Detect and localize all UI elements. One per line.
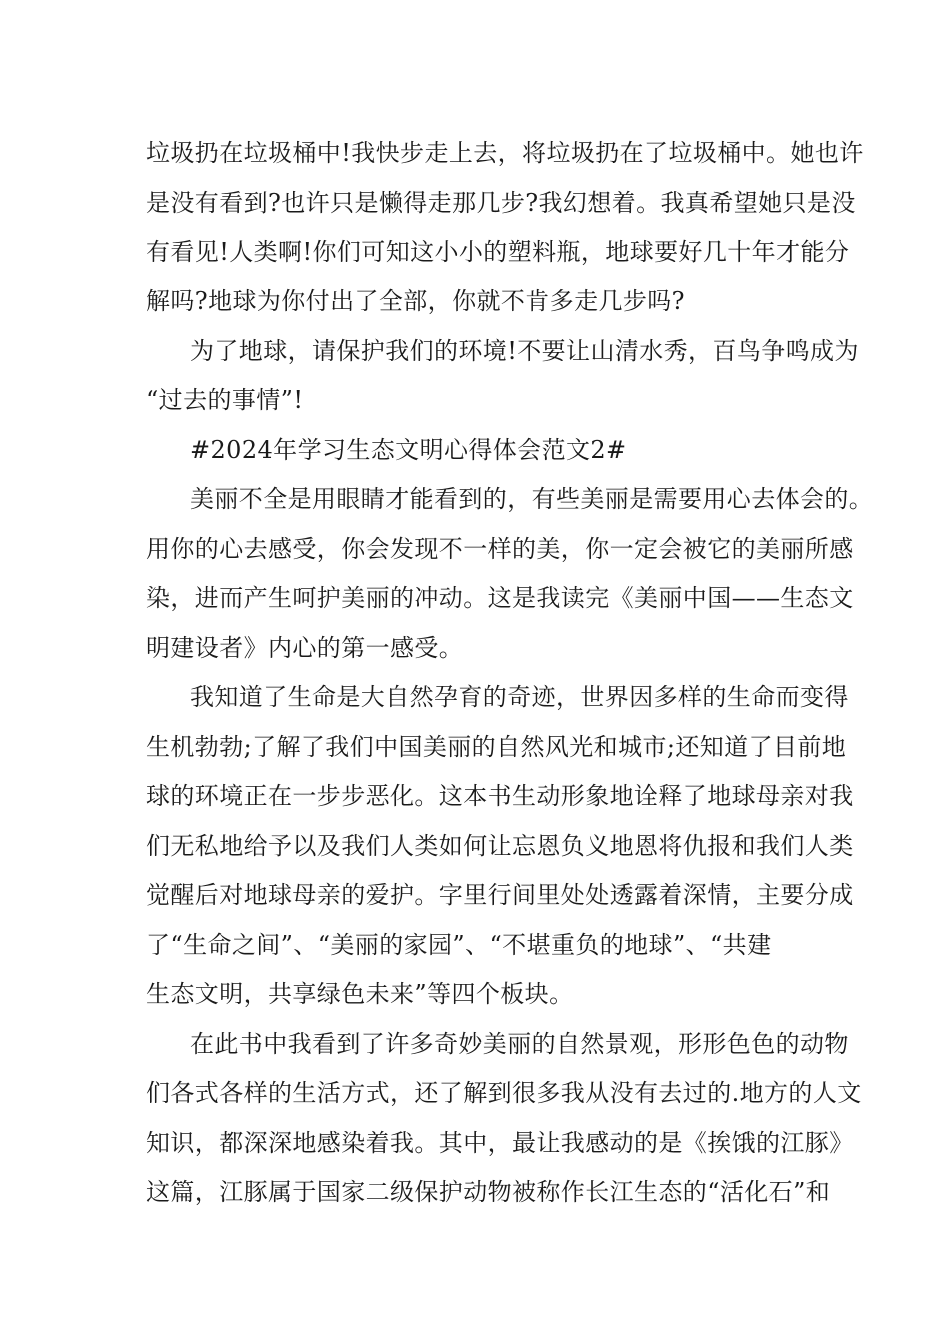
text-line: 有看见!人类啊!你们可知这小小的塑料瓶，地球要好几十年才能分 bbox=[146, 238, 850, 266]
text-line: 们各式各样的生活方式，还了解到很多我从没有去过的.地方的人文 bbox=[146, 1079, 862, 1107]
text-line: 明建设者》内心的第一感受。 bbox=[146, 634, 464, 662]
text-line: 在此书中我看到了许多奇妙美丽的自然景观，形形色色的动物 bbox=[190, 1030, 849, 1058]
text-line: 用你的心去感受，你会发现不一样的美，你一定会被它的美丽所感 bbox=[146, 535, 854, 563]
text-line: 球的环境正在一步步恶化。这本书生动形象地诠释了地球母亲对我 bbox=[146, 782, 854, 810]
text-line: 垃圾扔在垃圾桶中!我快步走上去，将垃圾扔在了垃圾桶中。她也许 bbox=[146, 139, 864, 167]
text-line: 解吗?地球为你付出了全部，你就不肯多走几步吗? bbox=[146, 287, 685, 315]
text-line: 为了地球，请保护我们的环境!不要让山清水秀，百鸟争鸣成为 bbox=[190, 337, 859, 365]
text-line: 知识，都深深地感染着我。其中，最让我感动的是《挨饿的江豚》 bbox=[146, 1129, 854, 1157]
text-line: 生态文明，共享绿色未来”等四个板块。 bbox=[146, 980, 574, 1008]
text-line: 了“生命之间”、“美丽的家园”、“不堪重负的地球”、“共建 bbox=[146, 931, 772, 959]
text-line: 是没有看到?也许只是懒得走那几步?我幻想着。我真希望她只是没 bbox=[146, 189, 856, 217]
text-line: 这篇，江豚属于国家二级保护动物被称作长江生态的“活化石”和 bbox=[146, 1178, 831, 1206]
text-line: 染，进而产生呵护美丽的冲动。这是我读完《美丽中国——生态文 bbox=[146, 584, 854, 612]
text-line: 生机勃勃;了解了我们中国美丽的自然风光和城市;还知道了目前地 bbox=[146, 733, 847, 761]
text-line: 美丽不全是用眼睛才能看到的，有些美丽是需要用心去体会的。 bbox=[190, 485, 874, 513]
text-line: 觉醒后对地球母亲的爱护。字里行间里处处透露着深情，主要分成 bbox=[146, 881, 854, 909]
text-line: “过去的事情”! bbox=[146, 386, 304, 414]
text-line: 我知道了生命是大自然孕育的奇迹，世界因多样的生命而变得 bbox=[190, 683, 849, 711]
section-heading: #2024年学习生态文明心得体会范文2# bbox=[190, 436, 627, 464]
text-line: 们无私地给予以及我们人类如何让忘恩负义地恩将仇报和我们人类 bbox=[146, 832, 854, 860]
